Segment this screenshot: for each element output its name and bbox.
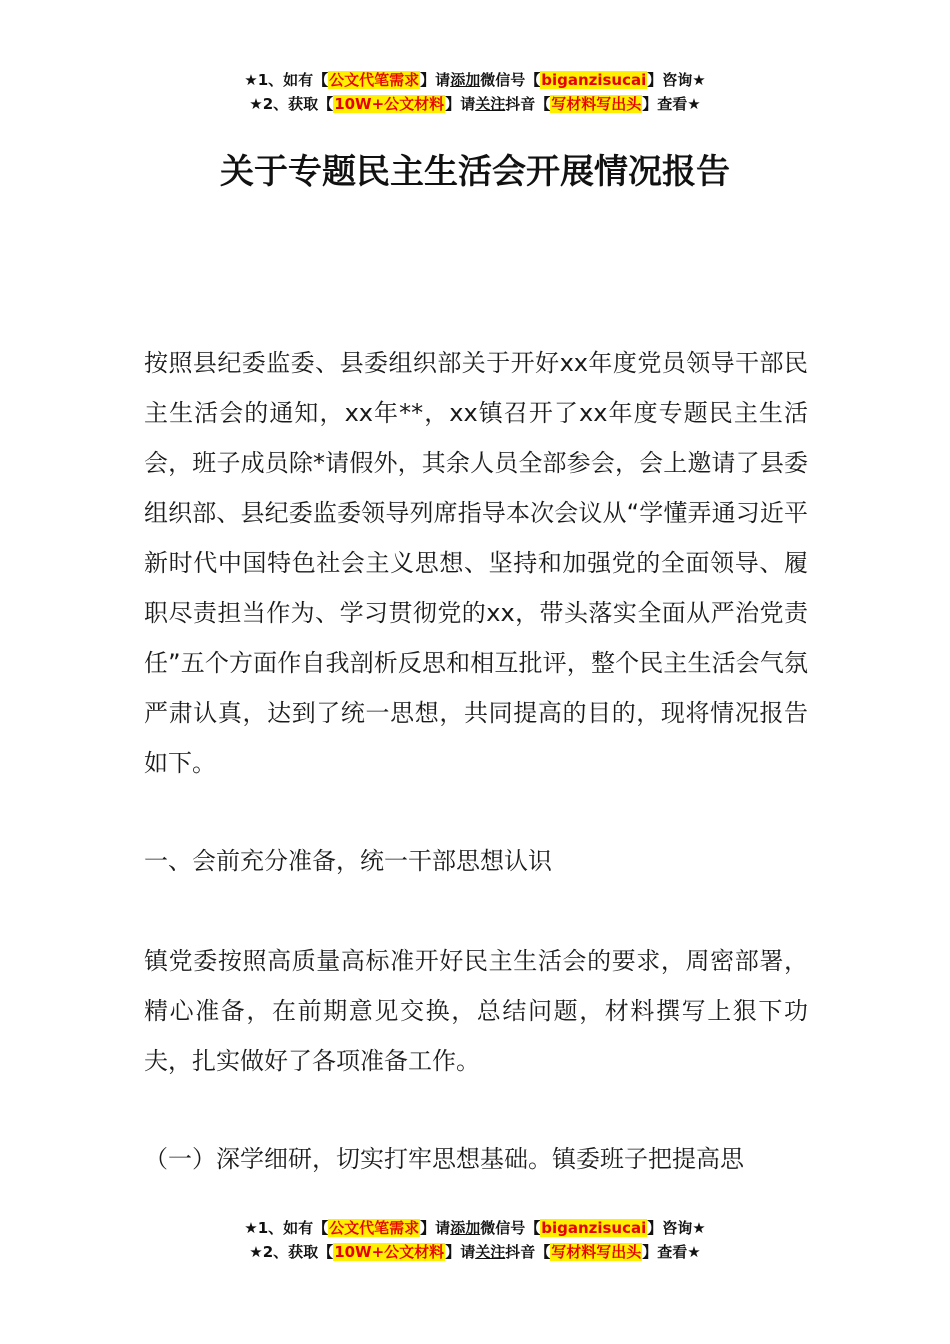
promo-text: 】查看★ (642, 1243, 701, 1261)
promo-text: 】查看★ (642, 95, 701, 113)
promo-highlight-wechat: biganzisucai (541, 1219, 647, 1237)
promo-line-1 (0, 1216, 950, 1240)
promo-text: 微信号【 (480, 71, 541, 89)
promo-text: 】咨询★ (647, 71, 706, 89)
promo-line-2 (0, 92, 950, 116)
promo-underlined: 添加 (450, 1219, 481, 1237)
promo-highlight-douyin: 写材料写出头 (551, 95, 642, 113)
body-paragraph-subsection-1: （一）深学细研，切实打牢思想基础。镇委班子把提高思 (144, 1145, 744, 1173)
body-paragraph-section-1: 镇党委按照高质量高标准开好民主生活会的要求，周密部署，精心准备，在前期意见交换，总结问题，材料撰写上狠下功夫，扎实做好了各项准备工作。 (144, 947, 808, 1075)
promo-highlight: 公文代笔需求 (329, 1219, 420, 1237)
promo-text: 】咨询★ (647, 1219, 706, 1237)
promo-highlight: 10W+公文材料 (334, 95, 445, 113)
promo-text: ★1、如有【 (244, 71, 329, 89)
promo-text: ★2、获取【 (249, 95, 334, 113)
promo-text: 抖音【 (505, 1243, 551, 1261)
promo-text: 微信号【 (480, 1219, 541, 1237)
promo-underlined: 添加 (450, 71, 481, 89)
promo-text: 】请 (420, 71, 451, 89)
promo-text: 】请 (445, 1243, 476, 1261)
promo-text: ★2、获取【 (249, 1243, 334, 1261)
header-promo-banner (0, 68, 950, 116)
footer-promo-banner (0, 1216, 950, 1264)
promo-line-2 (0, 1240, 950, 1264)
promo-text: ★1、如有【 (244, 1219, 329, 1237)
section-heading-1: 一、会前充分准备，统一干部思想认识 (144, 847, 552, 875)
promo-underlined: 关注 (475, 1243, 506, 1261)
document-title: 关于专题民主生活会开展情况报告 (220, 152, 730, 192)
promo-highlight: 10W+公文材料 (334, 1243, 445, 1261)
promo-line-1 (0, 68, 950, 92)
body-paragraph-intro: 按照县纪委监委、县委组织部关于开好xx年度党员领导干部民主生活会的通知，xx年**，xx镇召开了xx年度专题民主生活会，班子成员除*请假外，其余人员全部参会，会上邀请了县委组织部、县纪委监委领导列席指导本次会议从“学懂弄通习近平新时代中国特色社会主义思想、坚持和加强党的全面领导、履职尽责担当作为、学习贯彻党的xx，带头落实全面从严治党责任”五个方面作自我剖析反思和相互批评，整个民主生活会气氛严肃认真，达到了统一思想，共同提高的目的，现将情况报告如下。 (144, 349, 808, 777)
promo-highlight: 公文代笔需求 (329, 71, 420, 89)
promo-underlined: 关注 (475, 95, 506, 113)
promo-text: 】请 (445, 95, 476, 113)
promo-text: 】请 (420, 1219, 451, 1237)
promo-highlight-douyin: 写材料写出头 (551, 1243, 642, 1261)
promo-text: 抖音【 (505, 95, 551, 113)
promo-highlight-wechat: biganzisucai (541, 71, 647, 89)
